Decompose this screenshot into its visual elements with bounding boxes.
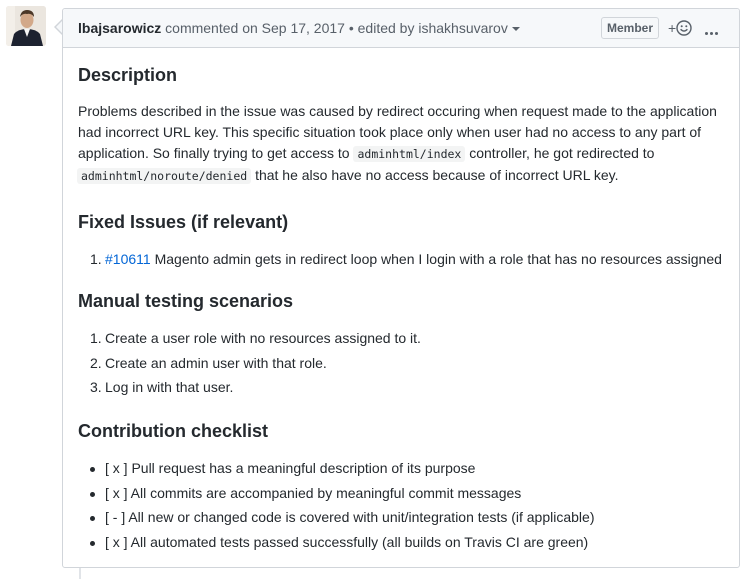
list-item-text: Create a user role with no resources assigned to it.	[105, 330, 421, 346]
description-line-1: Problems described in the issue was caused by redirect occuring when request made to the application	[78, 103, 717, 119]
issue-title: Magento admin gets in redirect loop when I login with a role that has no resources assigned	[154, 251, 722, 267]
list-item	[78, 249, 728, 270]
checklist-list	[78, 458, 728, 553]
list-item-text: [ x ] Pull request has a meaningful description of its purpose	[105, 460, 476, 476]
list-item-number: 2.	[90, 354, 102, 371]
code-controller-path: adminhtml/index	[353, 146, 465, 162]
description-heading: Description	[78, 65, 178, 85]
comment-action: commented on	[165, 20, 258, 36]
description-line-3-end: controller, he got redirected to	[469, 145, 655, 161]
code-redirect-path: adminhtml/noroute/denied	[77, 168, 251, 184]
bullet-icon	[90, 541, 95, 546]
timeline-connector	[79, 568, 81, 579]
comment-header	[63, 9, 739, 48]
fixed-issues-heading: Fixed Issues (if relevant)	[78, 212, 289, 232]
list-item-number: 1.	[90, 251, 102, 267]
caret-down-icon	[512, 27, 520, 31]
edited-text: edited by ishakhsuvarov	[357, 20, 508, 36]
manual-testing-list	[78, 328, 728, 398]
fixed-issues-list	[78, 249, 728, 270]
list-item	[78, 377, 728, 398]
list-item-text: Create an admin user with that role.	[105, 354, 327, 371]
edited-history-dropdown[interactable]	[358, 20, 520, 36]
meta-separator: •	[348, 20, 354, 36]
bullet-icon	[90, 516, 95, 521]
list-item	[78, 353, 728, 374]
comment-body	[78, 64, 728, 556]
manual-testing-heading: Manual testing scenarios	[78, 291, 294, 311]
list-item	[78, 532, 728, 553]
comment-date[interactable]: Sep 17, 2017	[261, 20, 345, 36]
description-paragraph	[78, 101, 728, 187]
comment-box	[62, 8, 740, 568]
list-item-text: Log in with that user.	[105, 379, 234, 395]
bullet-icon	[90, 492, 95, 497]
description-line-3: application. So finally trying to get access to	[78, 145, 350, 161]
kebab-horizontal-icon[interactable]	[705, 22, 720, 38]
list-item-text: [ x ] All automated tests passed successfully (all builds on Travis CI are green)	[105, 533, 589, 550]
list-item-number: 3.	[90, 379, 102, 395]
bullet-icon	[90, 467, 95, 472]
smiley-icon	[676, 20, 692, 36]
list-item-number: 1.	[90, 330, 102, 346]
comment-meta	[78, 20, 520, 36]
avatar-image	[6, 6, 46, 46]
list-item	[78, 458, 728, 479]
issue-link[interactable]: #10611	[105, 251, 151, 267]
member-badge: Member	[601, 17, 659, 39]
list-item	[78, 483, 728, 504]
add-reaction-button[interactable]	[668, 19, 692, 37]
avatar[interactable]	[6, 6, 46, 46]
description-line-2: had incorrect URL key. This specific situation took place only when user had no access to any part of	[78, 124, 702, 140]
author-link[interactable]: lbajsarowicz	[78, 20, 162, 36]
list-item	[78, 328, 728, 349]
checklist-heading: Contribution checklist	[78, 421, 269, 441]
list-item-text: [ x ] All commits are accompanied by meaningful commit messages	[105, 484, 522, 501]
add-reaction-plus: +	[668, 20, 677, 36]
description-line-4: that he also have no access because of incorrect URL key.	[255, 167, 619, 183]
list-item	[78, 507, 728, 528]
list-item-text: [ - ] All new or changed code is covered with unit/integration tests (if applicable)	[105, 509, 595, 525]
